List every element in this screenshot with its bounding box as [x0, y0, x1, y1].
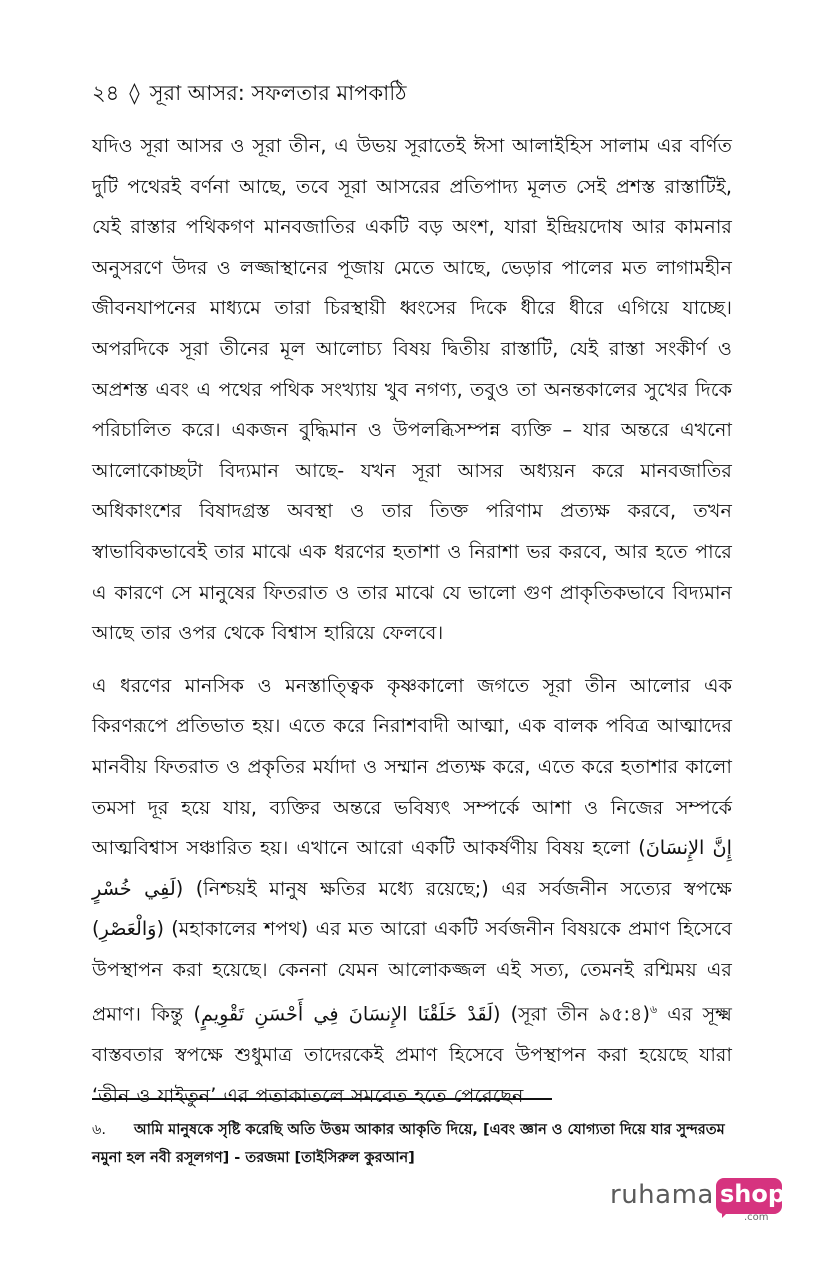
brand-suffix: shop: [720, 1180, 786, 1208]
paragraph-2-text-d: ) (সূরা তীন ৯৫:৪): [492, 1002, 650, 1026]
running-header: [92, 78, 732, 108]
footnote-reference[interactable]: ৬: [649, 1003, 658, 1017]
brand-domain: .com: [744, 1212, 769, 1223]
arabic-quote-2: وَالْعَصْرِ: [99, 917, 157, 941]
brand-badge-tail: [722, 1210, 730, 1218]
brand-name: ruhama: [610, 1180, 714, 1210]
brand-watermark: [608, 1178, 788, 1238]
header-separator: ◊: [129, 81, 140, 105]
page-number: ২৪: [92, 81, 120, 105]
paragraph-2-text-a: এ ধরণের মানসিক ও মনস্তাত্ত্বিক কৃষ্ণকালো জগতে সূরা তীন আলোর এক কিরণরূপে প্রতিভাত হয়। এতে করে নিরাশবাদী আত্মা, এক বালক পবিত্র আত্মাদের মানবীয় ফিতরাত ও প্রকৃতির মর্যাদা ও সম্মান প্রত্যক্ষ করে, এতে করে হতাশার কালো তমসা দূর হয়ে যায়, ব্যক্তির অন্তরে ভবিষ্যৎ সম্পর্কে আশা ও নিজের সম্পর্কে আত্মবিশ্বাস সঞ্চারিত হয়। এখানে আরো একটি আকর্ষণীয় বিষয় হলো (: [92, 673, 732, 860]
running-title: সূরা আসর: সফলতার মাপকাঠি: [149, 81, 407, 105]
paragraph-2-text-b: ) (নিশ্চয়ই মানুষ ক্ষতির মধ্যে রয়েছে;) এর সর্বজনীন সত্যের স্বপক্ষে (: [92, 876, 732, 941]
footnote-divider: [92, 1098, 552, 1100]
paragraph-1: যদিও সূরা আসর ও সূরা তীন, এ উভয় সূরাতেই ঈসা আলাইহিস সালাম এর বর্ণিত দুটি পথেরই বর্ণনা আছে, তবে সূরা আসরের প্রতিপাদ্য মূলত সেই প্রশস্ত রাস্তাটিই, যেই রাস্তার পথিকগণ মানবজাতির একটি বড় অংশ, যারা ইন্দ্রিয়দোষ আর কামনার অনুসরণে উদর ও লজ্জাস্থানের পূজায় মেতে আছে, ভেড়ার পালের মত লাগামহীন জীবনযাপনের মাধ্যমে তারা চিরস্থায়ী ধ্বংসের দিকে ধীরে ধীরে এগিয়ে যাচ্ছে। অপরদিকে সূরা তীনের মূল আলোচ্য বিষয় দ্বিতীয় রাস্তাটি, যেই রাস্তা সংকীর্ণ ও অপ্রশস্ত এবং এ পথের পথিক সংখ্যায় খুব নগণ্য, তবুও তা অনন্তকালের সুখের দিকে পরিচালিত করে। একজন বুদ্ধিমান ও উপলব্ধিসম্পন্ন ব্যক্তি – যার অন্তরে এখনো আলোকোচ্ছটা বিদ্যমান আছে- যখন সূরা আসর অধ্যয়ন করে মানবজাতির অধিকাংশের বিষাদগ্রস্ত অবস্থা ও তার তিক্ত পরিণাম প্রত্যক্ষ করবে, তখন স্বাভাবিকভাবেই তার মাঝে এক ধরণের হতাশা ও নিরাশা ভর করবে, আর হতে পারে এ কারণে সে মানুষের ফিতরাত ও তার মাঝে যে ভালো গুণ প্রাকৃতিকভাবে বিদ্যমান আছে তার ওপর থেকে বিশ্বাস হারিয়ে ফেলবে।: [92, 134, 732, 645]
footnote: [92, 1116, 737, 1172]
paragraph-2-text-c: ) (মহাকালের শপথ) এর মত আরো একটি সর্বজনীন বিষয়কে প্রমাণ হিসেবে উপস্থাপন করা হয়েছে। কেননা যেমন আলোকজ্জল এই সত্য, তেমনই রশ্মিময় এর প্রমাণ। কিন্তু (: [92, 917, 732, 1026]
arabic-quote-1: إِنَّ الإِنسَانَ لَفِي خُسْرٍ: [92, 836, 732, 900]
paragraph-2: [92, 666, 732, 1117]
body-text: [92, 126, 732, 1117]
footnote-text: আমি মানুষকে সৃষ্টি করেছি অতি উত্তম আকার আকৃতি দিয়ে, [এবং জ্ঞান ও যোগ্যতা দিয়ে যার সুন্দরতম নমুনা হল নবী রসূলগণ] - তরজমা [তাইসিরুল কুরআন]: [92, 1122, 725, 1166]
paragraph-2-text-e: এর সূক্ষ্ম বাস্তবতার স্বপক্ষে শুধুমাত্র তাদেরকেই প্রমাণ হিসেবে উপস্থাপন করা হয়েছে যারা ‘তীন ও যাইতুন’ এর পতাকাতলে সমবেত হতে পেরেছেন: [92, 1002, 732, 1108]
arabic-quote-3: لَقَدْ خَلَقْنَا الإِنسَانَ فِي أَحْسَنِ تَقْوِيمٍ: [201, 1002, 493, 1026]
footnote-number: ৬.: [92, 1122, 107, 1138]
